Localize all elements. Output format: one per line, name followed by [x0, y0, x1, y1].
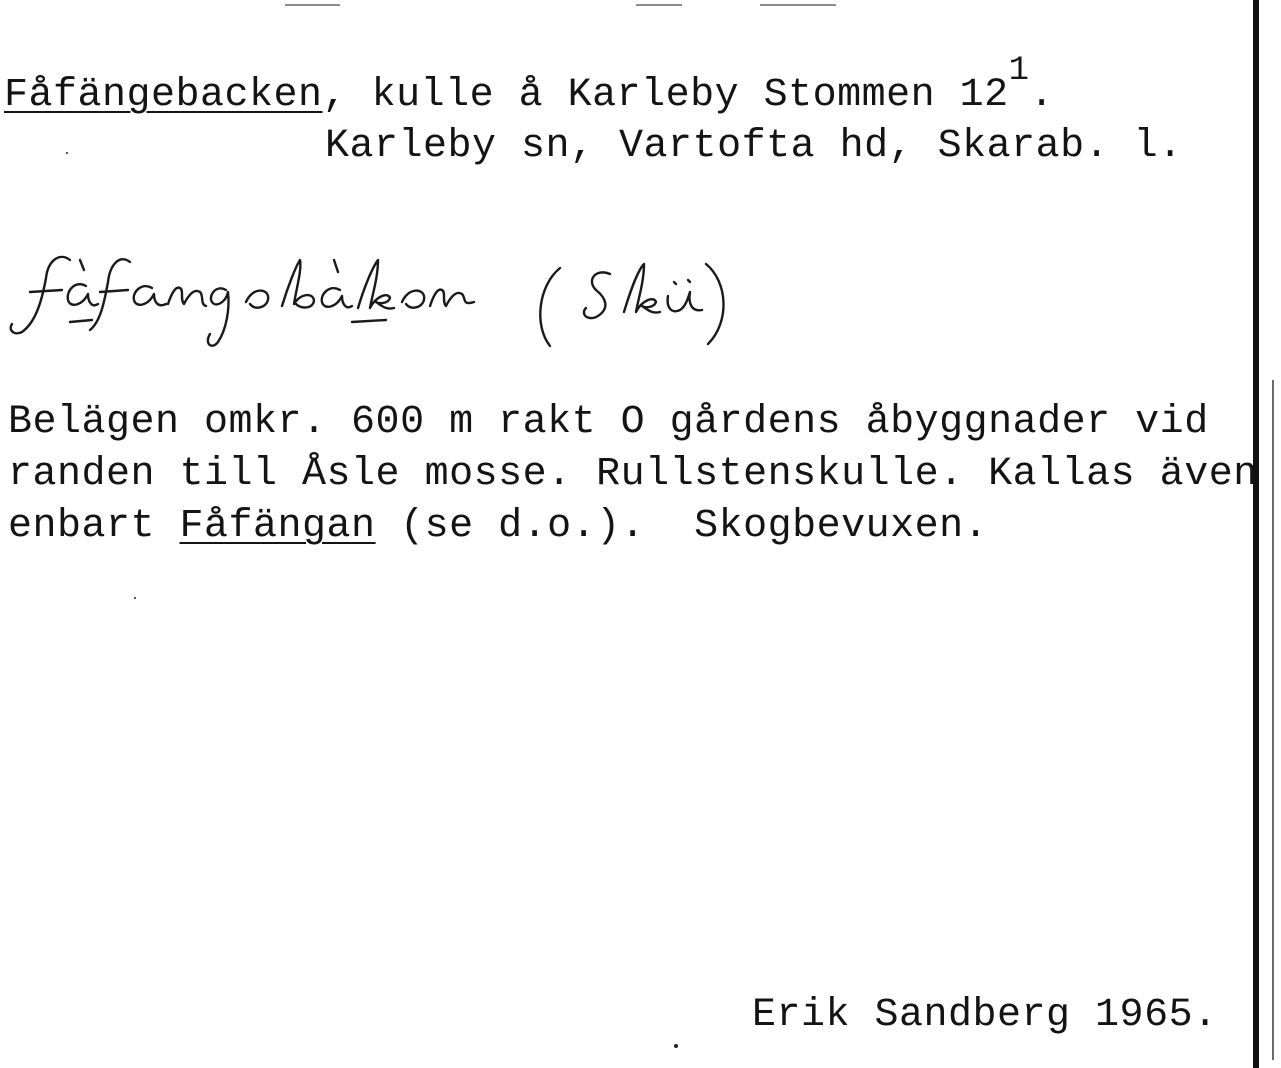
signature: Erik Sandberg 1965.	[752, 993, 1218, 1038]
location-line: Karleby sn, Vartofta hd, Skarab. l.	[325, 124, 1183, 169]
heading-superscript: 1	[1008, 52, 1030, 90]
heading-line	[4, 52, 1055, 118]
description-line-3-end: (se d.o.). Skogbevuxen.	[375, 504, 989, 549]
scan-speck	[285, 4, 340, 6]
scan-speck	[674, 1044, 678, 1048]
handwritten-pronunciation	[0, 230, 840, 360]
card-edge	[1253, 0, 1259, 1068]
heading-end: .	[1029, 73, 1055, 118]
cross-reference: Fåfängan	[179, 504, 376, 549]
description-line-3-start: enbart	[8, 504, 180, 549]
heading-rest: , kulle å Karleby Stommen 12	[322, 73, 1009, 118]
scan-speck	[134, 597, 136, 599]
scan-speck	[636, 4, 682, 6]
description-line-3	[8, 504, 989, 549]
scan-speck	[66, 152, 68, 154]
description-line-2: randen till Åsle mosse. Rullstenskulle. Kallas även	[8, 452, 1258, 497]
description-line-1: Belägen omkr. 600 m rakt O gårdens åbyggnader vid	[8, 400, 1209, 445]
headword: Fåfängebacken	[4, 73, 323, 118]
scan-speck	[760, 4, 836, 6]
card-edge-shadow	[1272, 380, 1274, 1060]
